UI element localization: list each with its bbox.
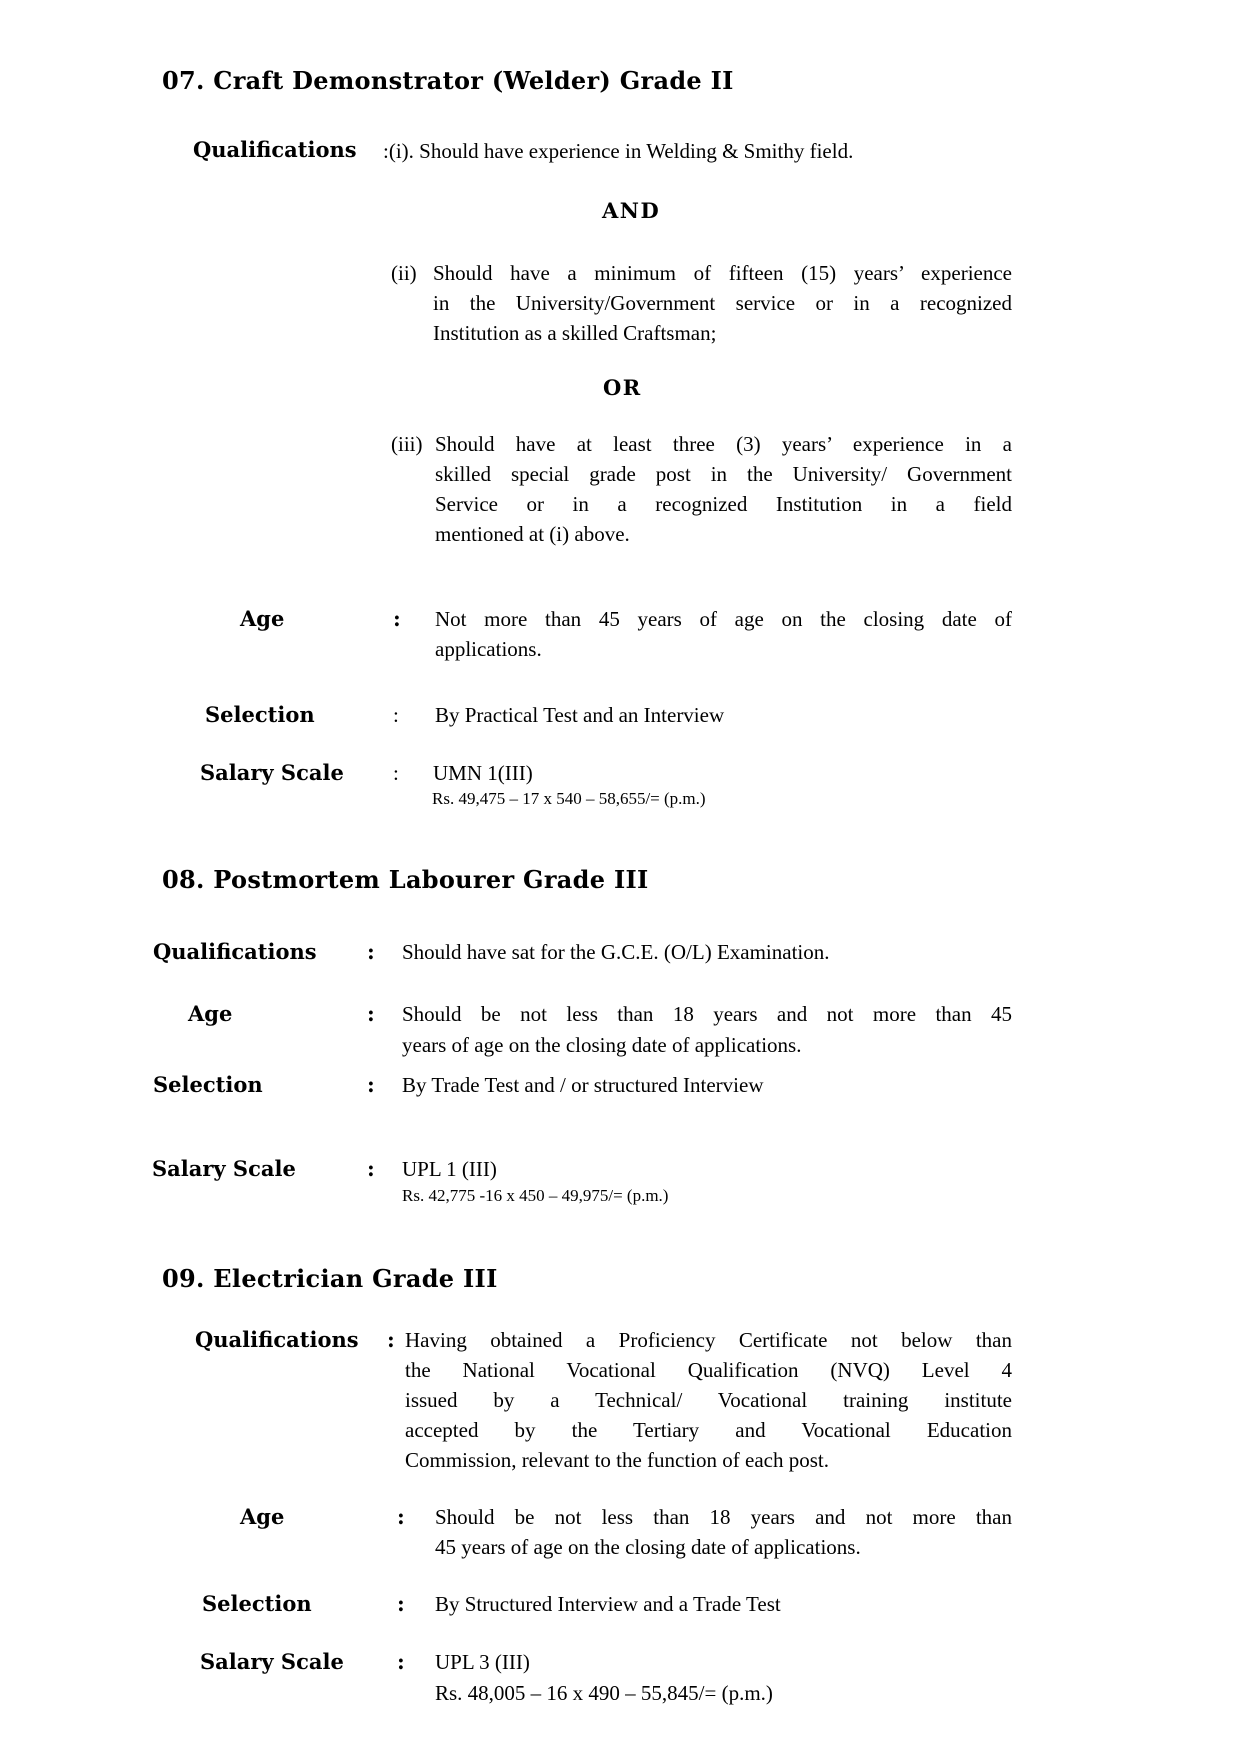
salary-scale-detail-08: Rs. 42,775 -16 x 450 – 49,975/= (p.m.) xyxy=(402,1186,669,1205)
qualifications-colon-08: : xyxy=(367,939,375,964)
selection-label-09: Selection xyxy=(202,1591,312,1616)
age-line-1-09: Should be not less than 18 years and not more than xyxy=(435,1505,1012,1529)
item-iii-line-3: Service or in a recognized Institution in a field xyxy=(435,492,1012,516)
age-colon-08: : xyxy=(367,1001,375,1026)
age-line-1-08: Should be not less than 18 years and not more than 45 xyxy=(402,1002,1012,1026)
salary-scale-detail-07: Rs. 49,475 – 17 x 540 – 58,655/= (p.m.) xyxy=(432,789,706,808)
age-label-07: Age xyxy=(240,606,285,631)
selection-label-07: Selection xyxy=(205,702,315,727)
salary-scale-detail-09: Rs. 48,005 – 16 x 490 – 55,845/= (p.m.) xyxy=(435,1681,773,1705)
qualifications-item-i-07: :(i). Should have experience in Welding & Smithy field. xyxy=(383,139,854,163)
section-07-heading: 07. Craft Demonstrator (Welder) Grade II xyxy=(162,66,734,95)
selection-value-09: By Structured Interview and a Trade Test xyxy=(435,1592,781,1616)
age-line-2-07: applications. xyxy=(435,637,542,661)
age-label-09: Age xyxy=(240,1504,285,1529)
selection-colon-09: : xyxy=(397,1591,405,1616)
age-line-2-08: years of age on the closing date of applications. xyxy=(402,1033,802,1057)
qualifications-value-08: Should have sat for the G.C.E. (O/L) Examination. xyxy=(402,940,830,964)
salary-scale-colon-07: : xyxy=(393,761,399,785)
item-ii-line-2: in the University/Government service or in a recognized xyxy=(433,291,1012,315)
selection-label-08: Selection xyxy=(153,1072,263,1097)
qualifications-label-09: Qualifications xyxy=(195,1327,359,1352)
salary-scale-colon-08: : xyxy=(367,1156,375,1181)
qualifications-label-07: Qualifications xyxy=(193,137,357,162)
selection-colon-08: : xyxy=(367,1072,375,1097)
and-connector-07: AND xyxy=(602,198,661,223)
item-iii-line-2: skilled special grade post in the University/ Government xyxy=(435,462,1012,486)
salary-scale-code-09: UPL 3 (III) xyxy=(435,1650,530,1674)
or-connector-07: OR xyxy=(603,375,642,400)
age-line-2-09: 45 years of age on the closing date of applications. xyxy=(435,1535,861,1559)
age-colon-09: : xyxy=(397,1504,405,1529)
item-iii-line-4: mentioned at (i) above. xyxy=(435,522,630,546)
age-line-1-07: Not more than 45 years of age on the closing date of xyxy=(435,607,1012,631)
item-ii-line-3: Institution as a skilled Craftsman; xyxy=(433,321,717,345)
qualifications-line-2-09: the National Vocational Qualification (NVQ) Level 4 xyxy=(405,1358,1012,1382)
item-ii-line-1: Should have a minimum of fifteen (15) years’ experience xyxy=(433,261,1012,285)
qualifications-line-1-09: Having obtained a Proficiency Certificate not below than xyxy=(405,1328,1012,1352)
salary-scale-colon-09: : xyxy=(397,1649,405,1674)
selection-colon-07: : xyxy=(393,703,399,727)
qualifications-line-4-09: accepted by the Tertiary and Vocational Education xyxy=(405,1418,1012,1442)
salary-scale-label-09: Salary Scale xyxy=(200,1649,344,1674)
section-09-heading: 09. Electrician Grade III xyxy=(162,1264,498,1293)
age-colon-07: : xyxy=(393,606,401,631)
salary-scale-label-08: Salary Scale xyxy=(152,1156,296,1181)
selection-value-07: By Practical Test and an Interview xyxy=(435,703,725,727)
item-iii-marker-07: (iii) xyxy=(391,432,423,456)
qualifications-line-3-09: issued by a Technical/ Vocational training institute xyxy=(405,1388,1012,1412)
salary-scale-code-07: UMN 1(III) xyxy=(433,761,533,785)
qualifications-colon-09: : xyxy=(387,1327,395,1352)
section-08-heading: 08. Postmortem Labourer Grade III xyxy=(162,865,649,894)
salary-scale-code-08: UPL 1 (III) xyxy=(402,1157,497,1181)
item-ii-marker-07: (ii) xyxy=(391,261,417,285)
qualifications-label-08: Qualifications xyxy=(153,939,317,964)
item-iii-line-1: Should have at least three (3) years’ experience in a xyxy=(435,432,1012,456)
salary-scale-label-07: Salary Scale xyxy=(200,760,344,785)
age-label-08: Age xyxy=(188,1001,233,1026)
selection-value-08: By Trade Test and / or structured Interview xyxy=(402,1073,764,1097)
qualifications-line-5-09: Commission, relevant to the function of each post. xyxy=(405,1448,829,1472)
